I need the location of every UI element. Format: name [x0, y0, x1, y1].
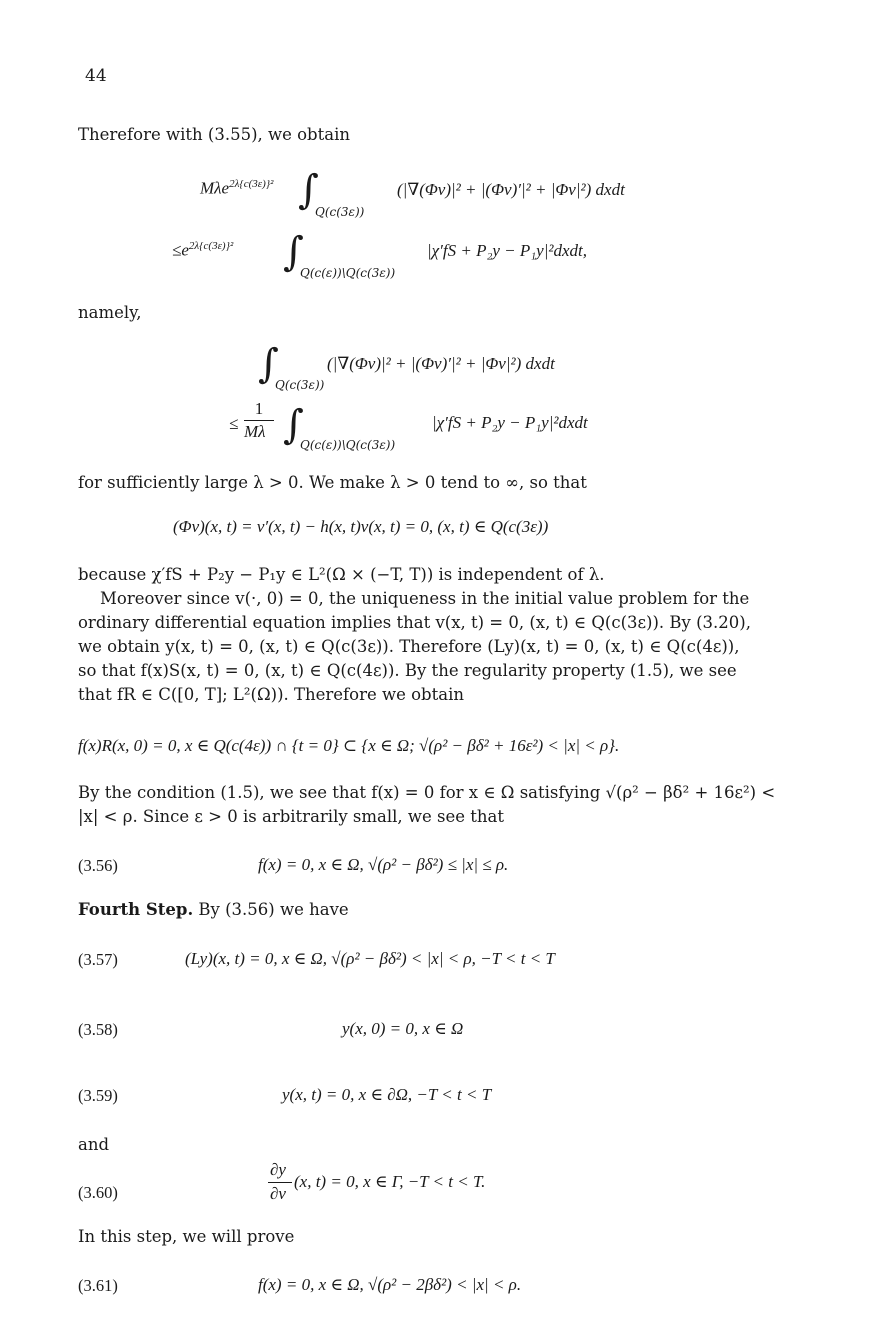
eq4-lhs: ≤: [229, 414, 239, 433]
equation-number: (3.60): [78, 1183, 118, 1202]
text-line: ordinary differential equation implies that v(x, t) = 0, (x, t) ∈ Q(c(3ε)). By (3.20),: [78, 613, 751, 632]
fraction-bar: [244, 420, 274, 421]
eq360-rest: (x, t) = 0, x ∈ Γ, −T < t < T.: [294, 1172, 486, 1191]
text-line: In this step, we will prove: [78, 1227, 295, 1246]
eq4-body: |χ′fS + P₂y − P₁y|²dxdt: [432, 413, 588, 432]
text-line: because χ′fS + P₂y − P₁y ∈ L²(Ω × (−T, T)) is independent of λ.: [78, 565, 605, 584]
eq2-subscript: Q(c(ε))\Q(c(3ε)): [300, 266, 396, 280]
eq1-lhs: Mλe$^{2\lambda\{c(3\varepsilon)\}^2}$: [200, 178, 274, 198]
integral-sign: ∫: [283, 229, 304, 275]
eq358: y(x, 0) = 0, x ∈ Ω: [342, 1019, 464, 1038]
eq1-subscript: Q(c(3ε)): [315, 205, 365, 219]
eq360-numerator: ∂y: [270, 1160, 286, 1179]
integral-sign: ∫: [298, 167, 319, 213]
equation-number: (3.56): [78, 856, 118, 875]
eq4-numerator: 1: [254, 399, 264, 418]
text-line: Moreover since v(·, 0) = 0, the uniqueness in the initial value problem for the: [100, 589, 750, 608]
text-line: |x| < ρ. Since ε > 0 is arbitrarily small, we see that: [78, 807, 505, 826]
text-line: Therefore with (3.55), we obtain: [78, 125, 350, 144]
text-line: By the condition (1.5), we see that f(x) = 0 for x ∈ Ω satisfying √(ρ² − βδ² + 16ε²) <: [78, 783, 776, 802]
page-number: 44: [85, 66, 107, 86]
text-line: and: [78, 1135, 110, 1154]
eq5: (Φv)(x, t) = v′(x, t) − h(x, t)v(x, t) = 0, (x, t) ∈ Q(c(3ε)): [173, 517, 549, 536]
text-line: namely,: [78, 303, 142, 322]
eq2-lhs: $\le e^{2\lambda\{c(3\varepsilon)\}^2}$: [172, 240, 234, 260]
eq360-denominator: ∂ν: [270, 1184, 286, 1203]
eq356: f(x) = 0, x ∈ Ω, √(ρ² − βδ²) ≤ |x| ≤ ρ.: [258, 855, 509, 874]
text-line: for sufficiently large λ > 0. We make λ > 0 tend to ∞, so that: [78, 473, 587, 492]
eq357: (Ly)(x, t) = 0, x ∈ Ω, √(ρ² − βδ²) < |x| < ρ, −T < t < T: [185, 949, 555, 968]
equation-number: (3.59): [78, 1086, 118, 1105]
text-line: so that f(x)S(x, t) = 0, (x, t) ∈ Q(c(4ε)). By the regularity property (1.5), we see: [78, 661, 737, 680]
eq4-subscript: Q(c(ε))\Q(c(3ε)): [300, 438, 396, 452]
fraction-bar: [268, 1182, 292, 1183]
equation-number: (3.61): [78, 1276, 118, 1295]
integral-sign: ∫: [258, 341, 279, 387]
equation-number: (3.57): [78, 950, 118, 969]
text-line: that fR ∈ C([0, T]; L²(Ω)). Therefore we obtain: [78, 685, 464, 704]
eq3-subscript: Q(c(3ε)): [275, 378, 325, 392]
eq6: f(x)R(x, 0) = 0, x ∈ Q(c(4ε)) ∩ {t = 0} ⊂ {x ∈ Ω; √(ρ² − βδ² + 16ε²) < |x| < ρ}.: [78, 736, 620, 755]
integral-sign: ∫: [283, 402, 304, 448]
section-heading: Fourth Step. By (3.56) we have: [78, 900, 349, 919]
text-line: we obtain y(x, t) = 0, (x, t) ∈ Q(c(3ε)). Therefore (Ly)(x, t) = 0, (x, t) ∈ Q(c(4ε)),: [78, 637, 740, 656]
eq4-denominator: Mλ: [244, 422, 266, 441]
eq1-body: (|∇(Φv)|² + |(Φv)′|² + |Φv|²) dxdt: [397, 180, 625, 199]
equation-number: (3.58): [78, 1020, 118, 1039]
eq361: f(x) = 0, x ∈ Ω, √(ρ² − 2βδ²) < |x| < ρ.: [258, 1275, 522, 1294]
eq359: y(x, t) = 0, x ∈ ∂Ω, −T < t < T: [282, 1085, 492, 1104]
eq2-body: |χ′fS + P₂y − P₁y|²dxdt,: [427, 241, 588, 260]
eq3-body: (|∇(Φv)|² + |(Φv)′|² + |Φv|²) dxdt: [327, 354, 555, 373]
